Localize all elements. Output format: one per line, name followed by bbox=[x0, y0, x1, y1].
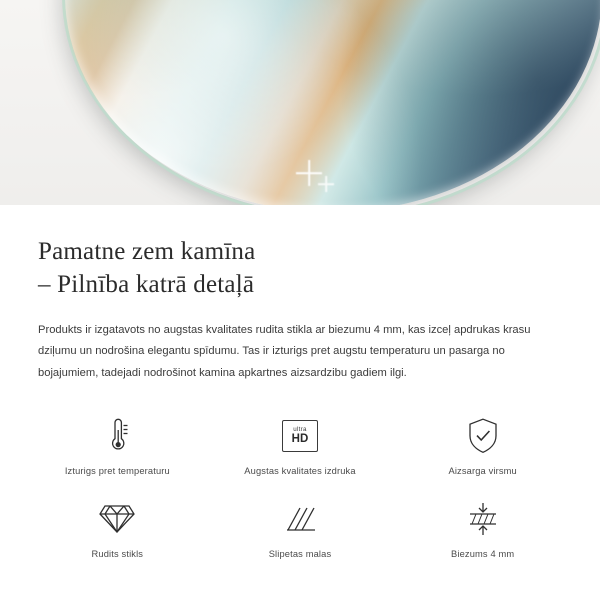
diamond-icon bbox=[98, 498, 136, 540]
page-title-line-2: – Pilnība katrā detaļā bbox=[38, 271, 255, 299]
feature-item-thickness bbox=[391, 498, 574, 559]
feature-caption: Aizsarga virsmu bbox=[448, 466, 517, 477]
description-paragraph: Produkts ir izgatavots no augstas kvalitates rudita stikla ar biezumu 4 mm, kas izceļ apdrukas krasu dziļumu un nodrošina elegantu spīdumu. Tas ir izturigs pret augstu temperaturu un pasarga no bojajumiem, tadejadi nodrošinot kamina apkartnes aizsardzibu gadiem ilgi. bbox=[38, 323, 531, 380]
feature-caption: Biezums 4 mm bbox=[451, 549, 515, 560]
page-title-line-1: Pamatne zem kamīna bbox=[38, 238, 256, 265]
feature-item-surface-protection bbox=[391, 415, 574, 476]
feature-caption: Slipetas malas bbox=[268, 549, 332, 560]
page-title bbox=[38, 235, 562, 302]
ultra-hd-icon bbox=[282, 415, 318, 457]
feature-item-print-quality bbox=[209, 415, 392, 476]
feature-caption: Augstas kvalitates izdruka bbox=[244, 466, 356, 477]
thickness-arrows-icon bbox=[466, 498, 500, 540]
ultra-hd-badge-top: ultra bbox=[293, 425, 307, 433]
feature-caption: Rudits stikls bbox=[91, 549, 144, 560]
feature-grid bbox=[0, 415, 600, 559]
content-block bbox=[0, 205, 600, 385]
ultra-hd-badge-main: HD bbox=[291, 432, 309, 445]
round-glass-panel-photo bbox=[62, 0, 600, 205]
polished-edges-icon bbox=[282, 498, 318, 540]
feature-item-polished-edges bbox=[209, 498, 392, 559]
feature-caption: Izturigs pret temperaturu bbox=[64, 466, 170, 477]
shield-check-icon bbox=[466, 415, 500, 457]
feature-item-tempered-glass bbox=[26, 498, 209, 559]
feature-item-temperature bbox=[26, 415, 209, 476]
thermometer-icon bbox=[102, 415, 132, 457]
hero-image bbox=[0, 0, 600, 205]
